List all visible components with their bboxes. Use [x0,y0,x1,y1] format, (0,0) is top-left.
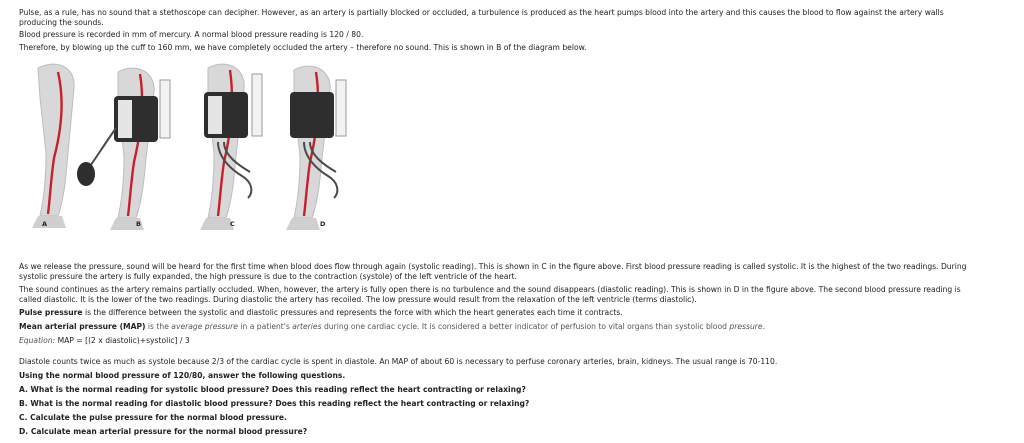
diastole-weight-paragraph: Diastole counts twice as much as systole because 2/3 of the cardiac cycle is spent in diastole. An MAP of about 60 is necessary to perfuse coronary arteries, brain, kidneys. The usual range is 70-110. [19,357,778,366]
map-pressure-italic: pressure [729,322,763,331]
systolic-paragraph: As we release the pressure, sound will be heard for the first time when blood does flow through again (systolic reading). This is shown in C in the figure above. First blood pressure reading is called systolic. It is the highest of the two readings. During systolic pressure the artery is fully expanded, the high pressure is due to the contraction (systole) of the left ventricle of the heart. [19,262,967,281]
intro-bp-line: Blood pressure is recorded in mm of mercury. A normal blood pressure reading is 120 / 80. [19,30,364,39]
figure-label-c: C [230,220,235,228]
figure-label-a: A [42,220,48,228]
intro-paragraph: Pulse, as a rule, has no sound that a stethoscope can decipher. However, as an artery is partially blocked or occluded, a turbulence is produced as the heart pumps blood into the artery and this causes the blood to flow against the artery walls producing the sounds. [19,8,944,27]
figure-label-b: B [136,220,141,228]
equation-line [19,336,979,346]
intro-cuff-line: Therefore, by blowing up the cuff to 160 mm, we have completely occluded the artery – therefore no sound. This is shown in B of the diagram below. [19,43,587,52]
equation-label: Equation: [19,336,56,345]
question-d: D. Calculate mean arterial pressure for the normal blood pressure? [19,427,308,436]
arm-a-illustration [32,64,74,228]
questions-heading: Using the normal blood pressure of 120/80, answer the following questions. [19,371,346,380]
map-line [19,322,979,332]
question-c: C. Calculate the pulse pressure for the normal blood pressure. [19,413,287,422]
arm-d-illustration [286,66,346,230]
diastolic-paragraph: The sound continues as the artery remains partially occluded. When, however, the artery is fully open there is no turbulence and the sound disappears (diastolic reading). This is shown in D in the figure above. The second blood pressure reading is called diastolic. It is the lower of the two readings. During diastolic the artery has recoiled. The low pressure would result from the relaxation of the left ventricle (terms diastolic). [19,285,961,304]
figure-label-d: D [320,220,326,228]
map-arteries-italic: arteries [292,322,322,331]
pulse-pressure-definition: is the difference between the systolic and diastolic pressures and represents the force with which the heart generates each time it contracts. [82,308,623,317]
question-a: A. What is the normal reading for systolic blood pressure? Does this reading reflect the heart contracting or relaxing? [19,385,526,394]
question-b: B. What is the normal reading for diastolic blood pressure? Does this reading reflect the heart contracting or relaxing? [19,399,530,408]
arm-c-illustration [200,64,262,230]
map-average-italic: average pressure [171,322,238,331]
map-text-1: is the [145,322,172,331]
blood-pressure-figure [18,58,358,234]
map-text-2: in a patient's [237,322,293,331]
pulse-pressure-term: Pulse pressure [19,308,83,317]
pulse-pressure-line [19,308,979,318]
arms-illustration [18,58,358,234]
map-term: Mean arterial pressure (MAP) [19,322,146,331]
map-text-4: . [762,322,765,331]
arm-b-illustration [77,68,170,230]
map-text-3: during one cardiac cycle. It is considered a better indicator of perfusion to vital organs than systolic blood [321,322,730,331]
equation-formula: MAP = [(2 x diastolic)+systolic] / 3 [55,336,190,345]
